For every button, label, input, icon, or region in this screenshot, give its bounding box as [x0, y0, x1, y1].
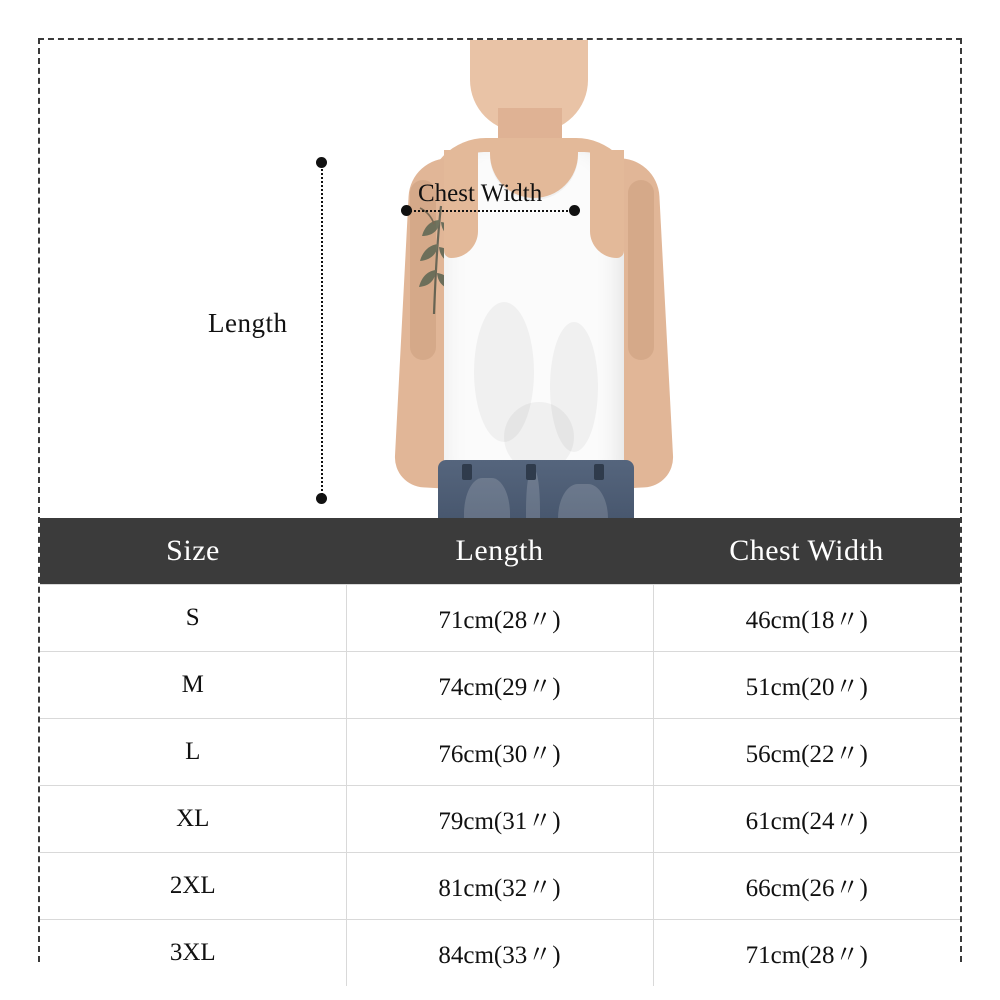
length-endpoint-bottom — [316, 493, 327, 504]
table-row — [40, 853, 960, 920]
table-row — [40, 920, 960, 987]
table-row — [40, 585, 960, 652]
table-row — [40, 719, 960, 786]
cell-length: 84cm(33〃) — [346, 920, 653, 987]
length-measure-label: Length — [208, 308, 288, 338]
cell-chest: 71cm(28〃) — [653, 920, 960, 987]
cell-chest: 61cm(24〃) — [653, 786, 960, 853]
header-length: Length — [346, 518, 653, 585]
cell-length: 76cm(30〃) — [346, 719, 653, 786]
cell-length: 81cm(32〃) — [346, 853, 653, 920]
belt-loop — [462, 464, 472, 480]
arm-shading-right — [628, 180, 654, 360]
table-row — [40, 786, 960, 853]
cell-size: S — [40, 585, 346, 652]
denim-highlight — [464, 478, 510, 518]
model-figure — [340, 40, 720, 518]
cell-chest: 66cm(26〃) — [653, 853, 960, 920]
cell-length: 71cm(28〃) — [346, 585, 653, 652]
header-chest-width: Chest Width — [653, 518, 960, 585]
chest-endpoint-right — [569, 205, 580, 216]
cell-length: 74cm(29〃) — [346, 652, 653, 719]
table-header-row — [40, 518, 960, 585]
belt-loop — [594, 464, 604, 480]
chest-endpoint-left — [401, 205, 412, 216]
cell-size: L — [40, 719, 346, 786]
cell-chest: 56cm(22〃) — [653, 719, 960, 786]
cell-size: M — [40, 652, 346, 719]
chest-measure-line — [406, 210, 576, 212]
header-size: Size — [40, 518, 346, 585]
size-table — [40, 518, 960, 986]
tank-armhole-right — [590, 150, 624, 258]
table-row — [40, 652, 960, 719]
model-illustration — [40, 40, 960, 518]
cell-chest: 46cm(18〃) — [653, 585, 960, 652]
cell-size: 2XL — [40, 853, 346, 920]
cell-chest: 51cm(20〃) — [653, 652, 960, 719]
cell-size: XL — [40, 786, 346, 853]
chest-measure-label: Chest Width — [418, 180, 543, 207]
length-measure-line — [321, 162, 323, 499]
cell-length: 79cm(31〃) — [346, 786, 653, 853]
denim-highlight — [558, 484, 608, 518]
length-endpoint-top — [316, 157, 327, 168]
belt-loop — [526, 464, 536, 480]
cell-size: 3XL — [40, 920, 346, 987]
